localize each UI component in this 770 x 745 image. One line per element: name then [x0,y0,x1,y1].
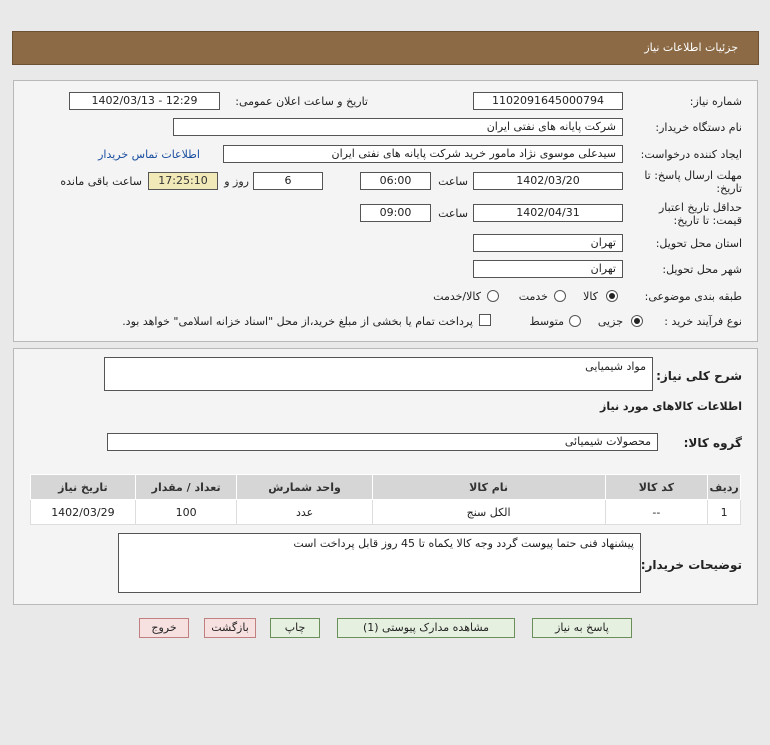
page-title: جزئیات اطلاعات نیاز [644,41,738,54]
validity-label: حداقل تاریخ اعتبار [658,201,742,214]
process-radio-medium[interactable] [569,315,581,327]
process-minor-label: جزیی [597,315,623,328]
process-label: نوع فرآیند خرید : [664,315,742,328]
validity-label-2: قیمت: تا تاریخ: [673,214,742,227]
cell-need-date: 1402/03/29 [31,500,136,525]
cell-row: 1 [708,500,741,525]
remaining-time-field: 17:25:10 [148,172,218,190]
days-remaining-field: 6 [253,172,323,190]
deadline-label: مهلت ارسال پاسخ: تا [644,169,742,182]
col-need-date: تاریخ نیاز [31,475,136,500]
goods-table [30,474,741,525]
category-goods-label: کالا [583,290,598,303]
exit-button[interactable]: خروج [139,618,189,638]
col-unit: واحد شمارش [237,475,372,500]
category-label: طبقه بندی موضوعی: [644,290,742,303]
description-field: مواد شیمیایی [104,357,653,391]
city-field: تهران [473,260,623,278]
cell-name: الکل سنج [372,500,605,525]
province-label: استان محل تحویل: [655,237,742,250]
col-quantity: تعداد / مقدار [135,475,237,500]
cell-code: -- [605,500,708,525]
validity-time-field: 09:00 [360,204,431,222]
back-button[interactable]: بازگشت [204,618,256,638]
buyer-org-field: شرکت پایانه های نفتی ایران [173,118,623,136]
deadline-time-label: ساعت [438,175,468,188]
buyer-org-label: نام دستگاه خریدار: [655,121,742,134]
category-radio-service[interactable] [554,290,566,302]
deadline-time-field: 06:00 [360,172,431,190]
process-medium-label: متوسط [529,315,564,328]
deadline-label-2: تاریخ: [716,182,742,195]
goods-group-field: محصولات شیمیائی [107,433,658,451]
col-code: کد کالا [605,475,708,500]
cell-unit: عدد [237,500,372,525]
category-radio-goods-service[interactable] [487,290,499,302]
validity-time-label: ساعت [438,207,468,220]
col-row: ردیف [708,475,741,500]
category-goods-service-label: کالا/خدمت [433,290,481,303]
creator-field: سیدعلی موسوی نژاد مامور خرید شرکت پایانه های نفتی ایران [223,145,623,163]
reply-button[interactable]: پاسخ به نیاز [532,618,632,638]
announce-field: 1402/03/13 - 12:29 [69,92,220,110]
validity-date-field: 1402/04/31 [473,204,623,222]
treasury-payment-note: پرداخت تمام یا بخشی از مبلغ خرید،از محل "اسناد خزانه اسلامی" خواهد بود. [122,315,473,328]
remaining-word: ساعت باقی مانده [60,175,142,188]
col-name: نام کالا [372,475,605,500]
city-label: شهر محل تحویل: [662,263,742,276]
table-row [31,500,741,525]
category-service-label: خدمت [518,290,548,303]
deadline-date-field: 1402/03/20 [473,172,623,190]
cell-quantity: 100 [135,500,237,525]
print-button[interactable]: چاپ [270,618,320,638]
page-header [12,31,759,65]
need-number-field: 1102091645000794 [473,92,623,110]
goods-info-title: اطلاعات کالاهای مورد نیاز [600,400,742,413]
buyer-contact-link[interactable]: اطلاعات تماس خریدار [98,148,200,161]
buyer-notes-label: توضیحات خریدار: [640,558,742,572]
buyer-notes-field: پیشنهاد فنی حتما پیوست گردد وجه کالا یکماه تا 45 روز قابل پرداخت است [118,533,641,593]
description-label: شرح کلی نیاز: [656,369,742,383]
province-field: تهران [473,234,623,252]
treasury-payment-checkbox[interactable] [479,314,491,326]
need-number-label: شماره نیاز: [689,95,742,108]
announce-label: تاریخ و ساعت اعلان عمومی: [235,95,368,108]
process-radio-minor[interactable] [631,315,643,327]
creator-label: ایجاد کننده درخواست: [640,148,742,161]
view-attachments-button[interactable]: مشاهده مدارک پیوستی (1) [337,618,515,638]
days-word: روز و [224,175,249,188]
category-radio-goods[interactable] [606,290,618,302]
goods-group-label: گروه کالا: [683,436,742,450]
